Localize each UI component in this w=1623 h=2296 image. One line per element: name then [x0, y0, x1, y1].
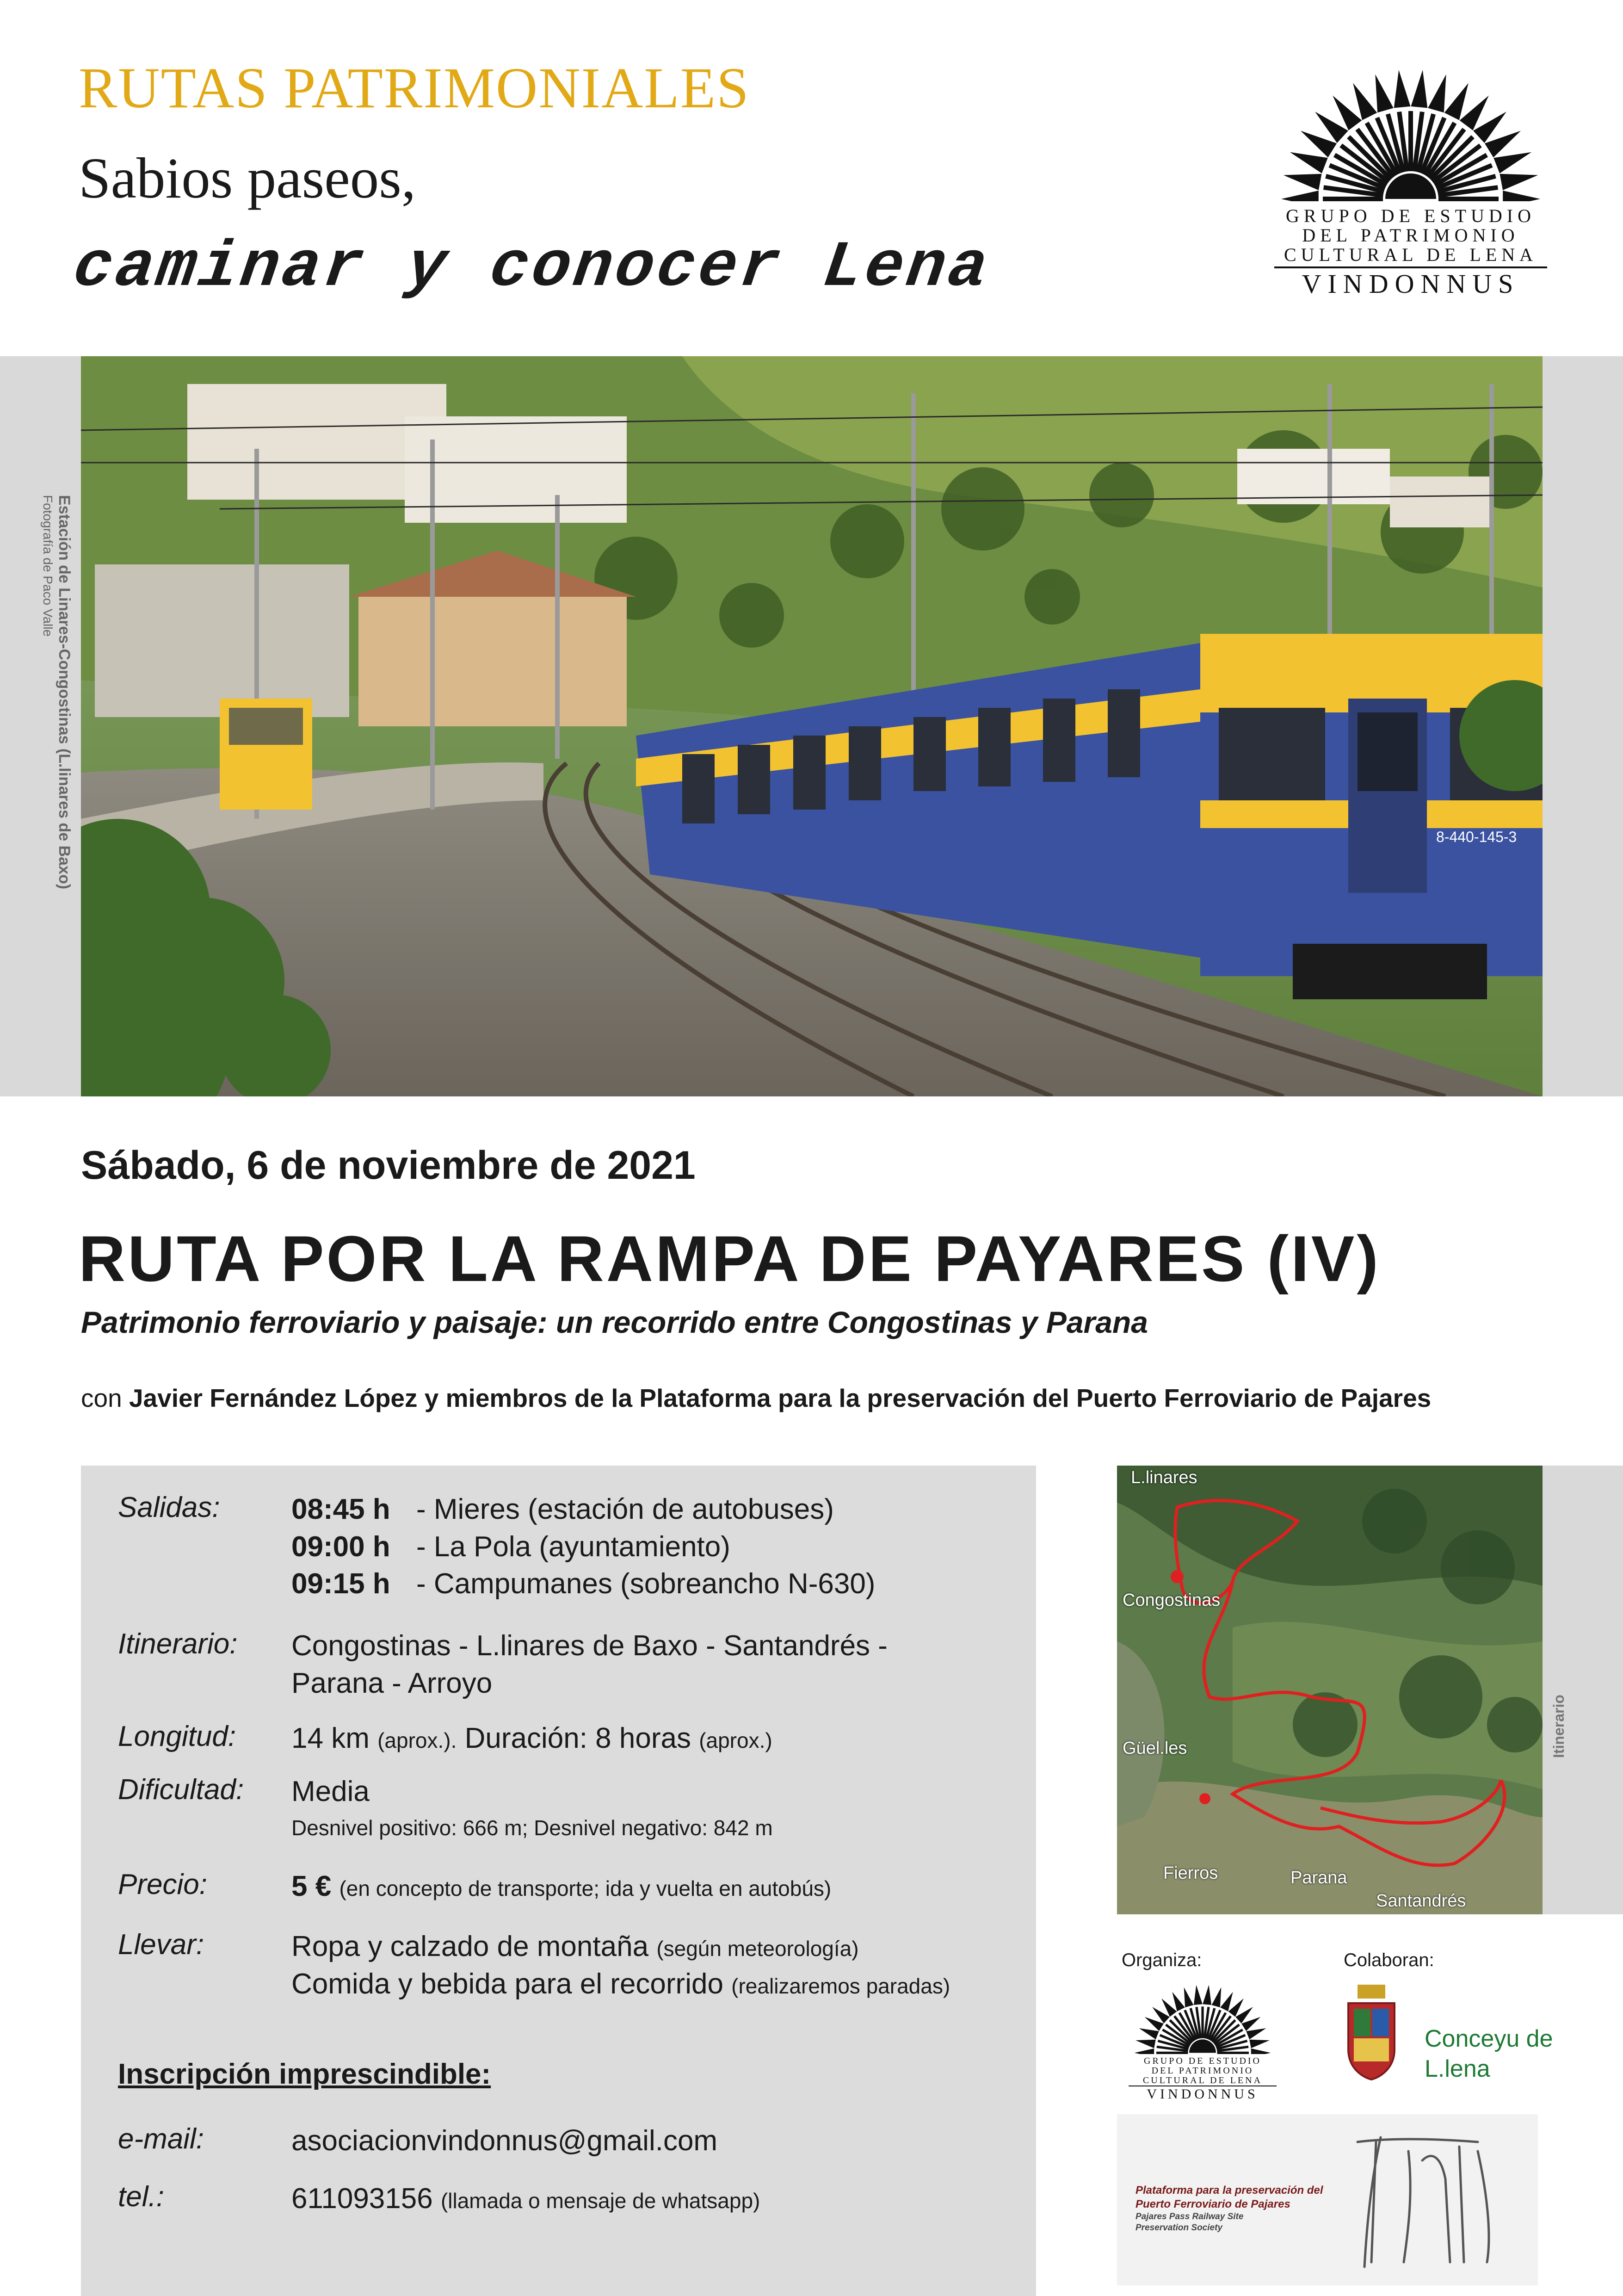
map-label: Santandrés: [1376, 1891, 1466, 1911]
organizers-line: [81, 1383, 1431, 1413]
dificultad-label: Dificultad:: [118, 1774, 244, 1806]
info-panel: [81, 1466, 1036, 2296]
precio-value: 5 € (en concepto de transporte; ida y vuelta en autobús): [291, 1870, 832, 1902]
desnivel-text: Desnivel positivo: 666 m; Desnivel negativo: 842 m: [291, 1815, 773, 1840]
platform-name-3: Pajares Pass Railway Site: [1135, 2212, 1244, 2222]
tagline: caminar y conocer Lena: [68, 231, 995, 305]
map-label: Fierros: [1163, 1863, 1218, 1883]
departures-list: [291, 1491, 875, 1603]
itinerario-value: Congostinas - L.linares de Baxo - Santandrés - Parana - Arroyo: [291, 1630, 888, 1699]
platform-logo: [1117, 2114, 1538, 2285]
route-title: RUTA POR LA RAMPA DE PAYARES (IV): [79, 1222, 1381, 1295]
precio-label: Precio:: [118, 1869, 207, 1900]
train-photo: [81, 356, 1543, 1096]
with-people: Javier Fernández López y miembros de la Plataforma para la preservación del Puerto Ferroviario de Pajares: [129, 1384, 1432, 1412]
map-label: Güel.les: [1123, 1739, 1187, 1758]
logo-org-line2: DEL PATRIMONIO: [1302, 225, 1519, 246]
map-label: L.linares: [1131, 1468, 1197, 1487]
email-label: e-mail:: [118, 2123, 204, 2155]
inscripcion-heading: Inscripción imprescindible:: [118, 2058, 491, 2090]
dificultad-value: Media Desnivel positivo: 666 m; Desnivel negativo: 842 m: [291, 1773, 773, 1842]
longitud-value: 14 km (aprox.). Duración: 8 horas (aprox.): [291, 1722, 772, 1754]
map-label: Parana: [1290, 1868, 1347, 1888]
departure-row: 08:45 h - Mieres (estación de autobuses): [291, 1493, 834, 1525]
route-description: Patrimonio ferroviario y paisaje: un recorrido entre Congostinas y Parana: [81, 1305, 1148, 1339]
salidas-label: Salidas:: [118, 1491, 220, 1523]
longitud-label: Longitud:: [118, 1720, 236, 1752]
photo-caption-text: Estación de Linares-Congostinas (L.linares de Baxo): [56, 495, 73, 890]
with-prefix: con: [81, 1384, 122, 1412]
route-map: [1117, 1466, 1543, 1914]
photo-credit: Fotografía de Paco Valle: [41, 495, 55, 637]
logo-brand: VINDONNUS: [1274, 266, 1547, 299]
vindonnus-logo-small: GRUPO DE ESTUDIO DEL PATRIMONIO CULTURAL DE LENA VINDONNUS: [1129, 1985, 1277, 2102]
platform-name-4: Preservation Society: [1135, 2222, 1222, 2233]
organiza-label: Organiza:: [1122, 1950, 1202, 1970]
train-number: 8-440-145-3: [1436, 829, 1517, 845]
itinerario-label: Itinerario:: [118, 1628, 238, 1660]
tel-label: tel.:: [118, 2181, 164, 2213]
route-map-image: [1117, 1466, 1543, 1914]
llevar-value: Ropa y calzado de montaña (según meteorología) Comida y bebida para el recorrido (realizaremos paradas): [291, 1931, 950, 2000]
map-band: [1533, 1466, 1623, 1914]
tel-value: 611093156 (llamada o mensaje de whatsapp): [291, 2183, 760, 2215]
llevar-label: Llevar:: [118, 1929, 204, 1961]
platform-name-1: Plataforma para la preservación del: [1135, 2184, 1323, 2197]
email-value[interactable]: asociacionvindonnus@gmail.com: [291, 2125, 718, 2157]
platform-name-2: Puerto Ferroviario de Pajares: [1135, 2198, 1290, 2210]
logo-org-line3: CULTURAL DE LENA: [1284, 244, 1538, 265]
photo-caption: [41, 495, 73, 958]
subtitle: Sabios paseos,: [79, 147, 416, 210]
sun-emblem-icon: [1277, 69, 1545, 201]
map-label: Congostinas: [1123, 1590, 1221, 1610]
train-scene: [81, 356, 1543, 1096]
series-title: RUTAS PATRIMONIALES: [79, 56, 750, 120]
departure-row: 09:15 h - Campumanes (sobreancho N-630): [291, 1568, 876, 1600]
council-name: Conceyu de L.lena: [1425, 2025, 1553, 2082]
colaboran-label: Colaboran:: [1344, 1950, 1434, 1970]
sun-emblem-icon: [1131, 1985, 1274, 2054]
departure-row: 09:00 h - La Pola (ayuntamiento): [291, 1530, 730, 1563]
map-caption: Itinerario: [1550, 1695, 1567, 1758]
vindonnus-logo: [1274, 69, 1547, 301]
council-crest-icon: [1344, 1985, 1399, 2082]
logo-org-line1: GRUPO DE ESTUDIO: [1286, 205, 1536, 226]
platform-sketch-icon: [1339, 2123, 1524, 2276]
event-date: Sábado, 6 de noviembre de 2021: [81, 1143, 696, 1188]
